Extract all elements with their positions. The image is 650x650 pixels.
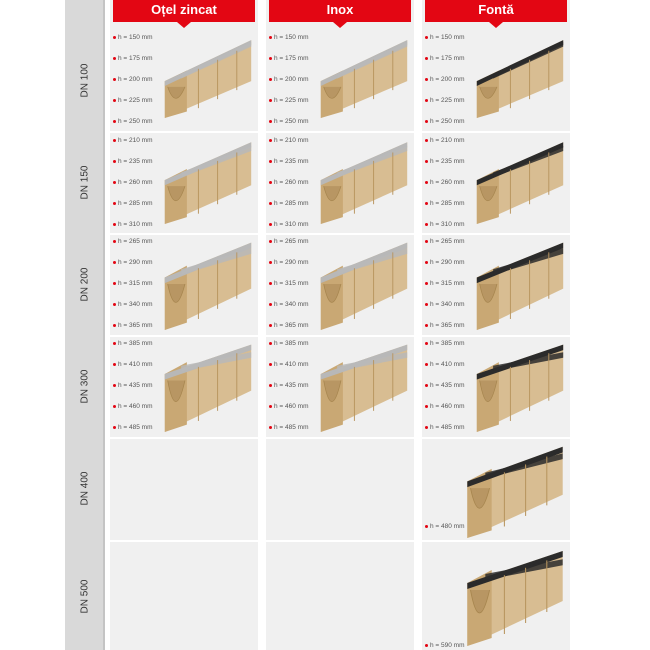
channel-image-dn300-stainless-steel [316, 340, 412, 432]
height-label: h = 315 mm [425, 280, 465, 288]
column-header-inox: Inox [269, 0, 411, 22]
channel-image-dn150-stainless-steel [316, 138, 412, 224]
height-label: h = 290 mm [425, 259, 465, 267]
row-label-dn150: DN 150 [79, 165, 91, 199]
height-label: h = 435 mm [425, 382, 465, 390]
height-label: h = 250 mm [113, 118, 153, 126]
height-label: h = 435 mm [113, 382, 153, 390]
row-divider [105, 233, 575, 235]
height-label: h = 365 mm [113, 322, 153, 330]
channel-image-dn300-galvanized-steel [160, 340, 256, 432]
column-header-fonta: Fontă [425, 0, 567, 22]
height-label: h = 210 mm [113, 137, 153, 145]
channel-image-dn500-cast-iron [462, 546, 568, 646]
height-label: h = 265 mm [113, 238, 153, 246]
height-label: h = 200 mm [425, 76, 465, 84]
height-label: h = 265 mm [425, 238, 465, 246]
height-label: h = 235 mm [269, 158, 309, 166]
height-label: h = 460 mm [113, 403, 153, 411]
height-label: h = 385 mm [269, 340, 309, 348]
height-label: h = 485 mm [269, 424, 309, 432]
height-label: h = 315 mm [113, 280, 153, 288]
channel-image-dn300-cast-iron [472, 340, 568, 432]
height-label: h = 265 mm [269, 238, 309, 246]
channel-image-dn100-stainless-steel [316, 36, 412, 118]
height-label: h = 410 mm [113, 361, 153, 369]
channel-image-dn200-galvanized-steel [160, 238, 256, 330]
height-label: h = 250 mm [269, 118, 309, 126]
height-label: h = 485 mm [425, 424, 465, 432]
row-divider [105, 540, 575, 542]
height-label: h = 365 mm [269, 322, 309, 330]
height-label: h = 460 mm [425, 403, 465, 411]
height-label: h = 290 mm [269, 259, 309, 267]
height-label: h = 385 mm [425, 340, 465, 348]
channel-image-dn400-cast-iron [462, 442, 568, 538]
height-label: h = 235 mm [425, 158, 465, 166]
height-label: h = 310 mm [425, 221, 465, 229]
row-divider [105, 437, 575, 439]
height-label: h = 485 mm [113, 424, 153, 432]
height-label: h = 260 mm [113, 179, 153, 187]
height-label: h = 285 mm [113, 200, 153, 208]
height-label: h = 285 mm [425, 200, 465, 208]
height-label: h = 410 mm [425, 361, 465, 369]
height-label: h = 310 mm [269, 221, 309, 229]
height-label: h = 385 mm [113, 340, 153, 348]
row-label-dn200: DN 200 [79, 267, 91, 301]
height-label: h = 340 mm [269, 301, 309, 309]
height-label: h = 150 mm [113, 34, 153, 42]
height-label: h = 460 mm [269, 403, 309, 411]
channel-image-dn100-galvanized-steel [160, 36, 256, 118]
height-label: h = 435 mm [269, 382, 309, 390]
height-label: h = 175 mm [269, 55, 309, 63]
height-label: h = 590 mm [425, 642, 465, 650]
height-label: h = 310 mm [113, 221, 153, 229]
height-label: h = 210 mm [425, 137, 465, 145]
height-label: h = 285 mm [269, 200, 309, 208]
height-label: h = 175 mm [425, 55, 465, 63]
channel-image-dn200-stainless-steel [316, 238, 412, 330]
height-label: h = 210 mm [269, 137, 309, 145]
row-divider [105, 335, 575, 337]
height-label: h = 260 mm [425, 179, 465, 187]
height-label: h = 410 mm [269, 361, 309, 369]
height-label: h = 225 mm [113, 97, 153, 105]
height-label: h = 340 mm [425, 301, 465, 309]
row-label-dn500: DN 500 [79, 579, 91, 613]
row-label-dn100: DN 100 [79, 63, 91, 97]
column-header-otel-zincat: Oțel zincat [113, 0, 255, 22]
height-label: h = 150 mm [425, 34, 465, 42]
height-label: h = 480 mm [425, 523, 465, 531]
height-label: h = 200 mm [269, 76, 309, 84]
channel-image-dn200-cast-iron [472, 238, 568, 330]
height-label: h = 365 mm [425, 322, 465, 330]
height-label: h = 150 mm [269, 34, 309, 42]
height-label: h = 200 mm [113, 76, 153, 84]
height-label: h = 225 mm [269, 97, 309, 105]
channel-image-dn150-galvanized-steel [160, 138, 256, 224]
height-label: h = 225 mm [425, 97, 465, 105]
height-label: h = 315 mm [269, 280, 309, 288]
height-label: h = 260 mm [269, 179, 309, 187]
height-label: h = 175 mm [113, 55, 153, 63]
channel-image-dn150-cast-iron [472, 138, 568, 224]
row-label-dn300: DN 300 [79, 369, 91, 403]
row-divider [105, 131, 575, 133]
row-label-dn400: DN 400 [79, 471, 91, 505]
height-label: h = 250 mm [425, 118, 465, 126]
channel-image-dn100-cast-iron [472, 36, 568, 118]
height-label: h = 290 mm [113, 259, 153, 267]
height-label: h = 340 mm [113, 301, 153, 309]
height-label: h = 235 mm [113, 158, 153, 166]
